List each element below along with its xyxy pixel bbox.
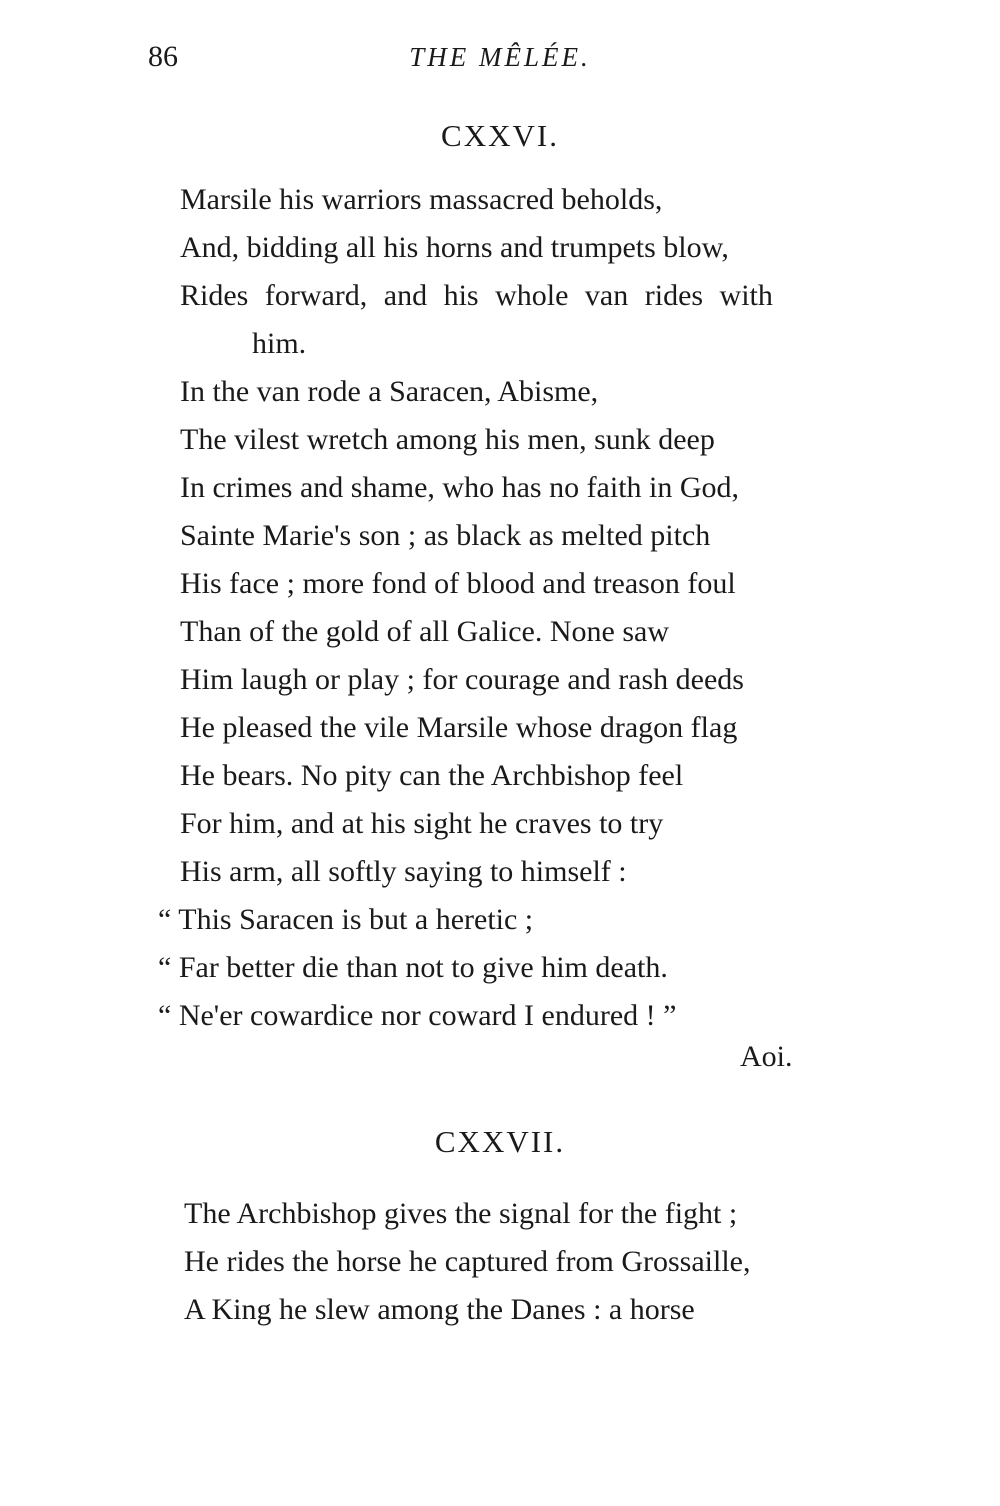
running-title: THE MÊLÉE.: [409, 42, 591, 72]
verse-line: Than of the gold of all Galice. None saw: [180, 615, 670, 648]
section-title-cxxvii: CXXVII.: [434, 1124, 566, 1159]
verse-line: “ Far better die than not to give him death.: [158, 951, 668, 984]
verse-line: him.: [252, 327, 307, 360]
verse-line: “ Ne'er cowardice nor coward I endured ! ”: [158, 999, 677, 1032]
verse-line: The Archbishop gives the signal for the fight ;: [184, 1197, 738, 1230]
refrain-aoi: Aoi.: [740, 1040, 793, 1073]
verse-line: In the van rode a Saracen, Abisme,: [180, 375, 599, 408]
verse-line: His arm, all softly saying to himself :: [180, 855, 627, 888]
verse-line: And, bidding all his horns and trumpets blow,: [180, 231, 729, 264]
verse-line: Him laugh or play ; for courage and rash deeds: [180, 663, 744, 696]
verse-line: A King he slew among the Danes : a horse: [184, 1293, 695, 1326]
page-number: 86: [148, 40, 178, 73]
section-title-cxxvi: CXXVI.: [441, 118, 559, 153]
verse-line: Marsile his warriors massacred beholds,: [180, 183, 663, 216]
verse-line: “ This Saracen is but a heretic ;: [158, 903, 534, 936]
verse-line: He bears. No pity can the Archbishop feel: [180, 759, 684, 792]
verse-line: Rides forward, and his whole van rides with: [180, 279, 773, 312]
verse-line: For him, and at his sight he craves to try: [180, 807, 664, 840]
verse-line: In crimes and shame, who has no faith in God,: [180, 471, 740, 504]
verse-line: The vilest wretch among his men, sunk deep: [180, 423, 715, 456]
verse-line: Sainte Marie's son ; as black as melted pitch: [180, 519, 711, 552]
verse-line: He pleased the vile Marsile whose dragon flag: [180, 711, 738, 744]
verse-line: His face ; more fond of blood and treason foul: [180, 567, 736, 600]
verse-line: He rides the horse he captured from Grossaille,: [184, 1245, 751, 1278]
